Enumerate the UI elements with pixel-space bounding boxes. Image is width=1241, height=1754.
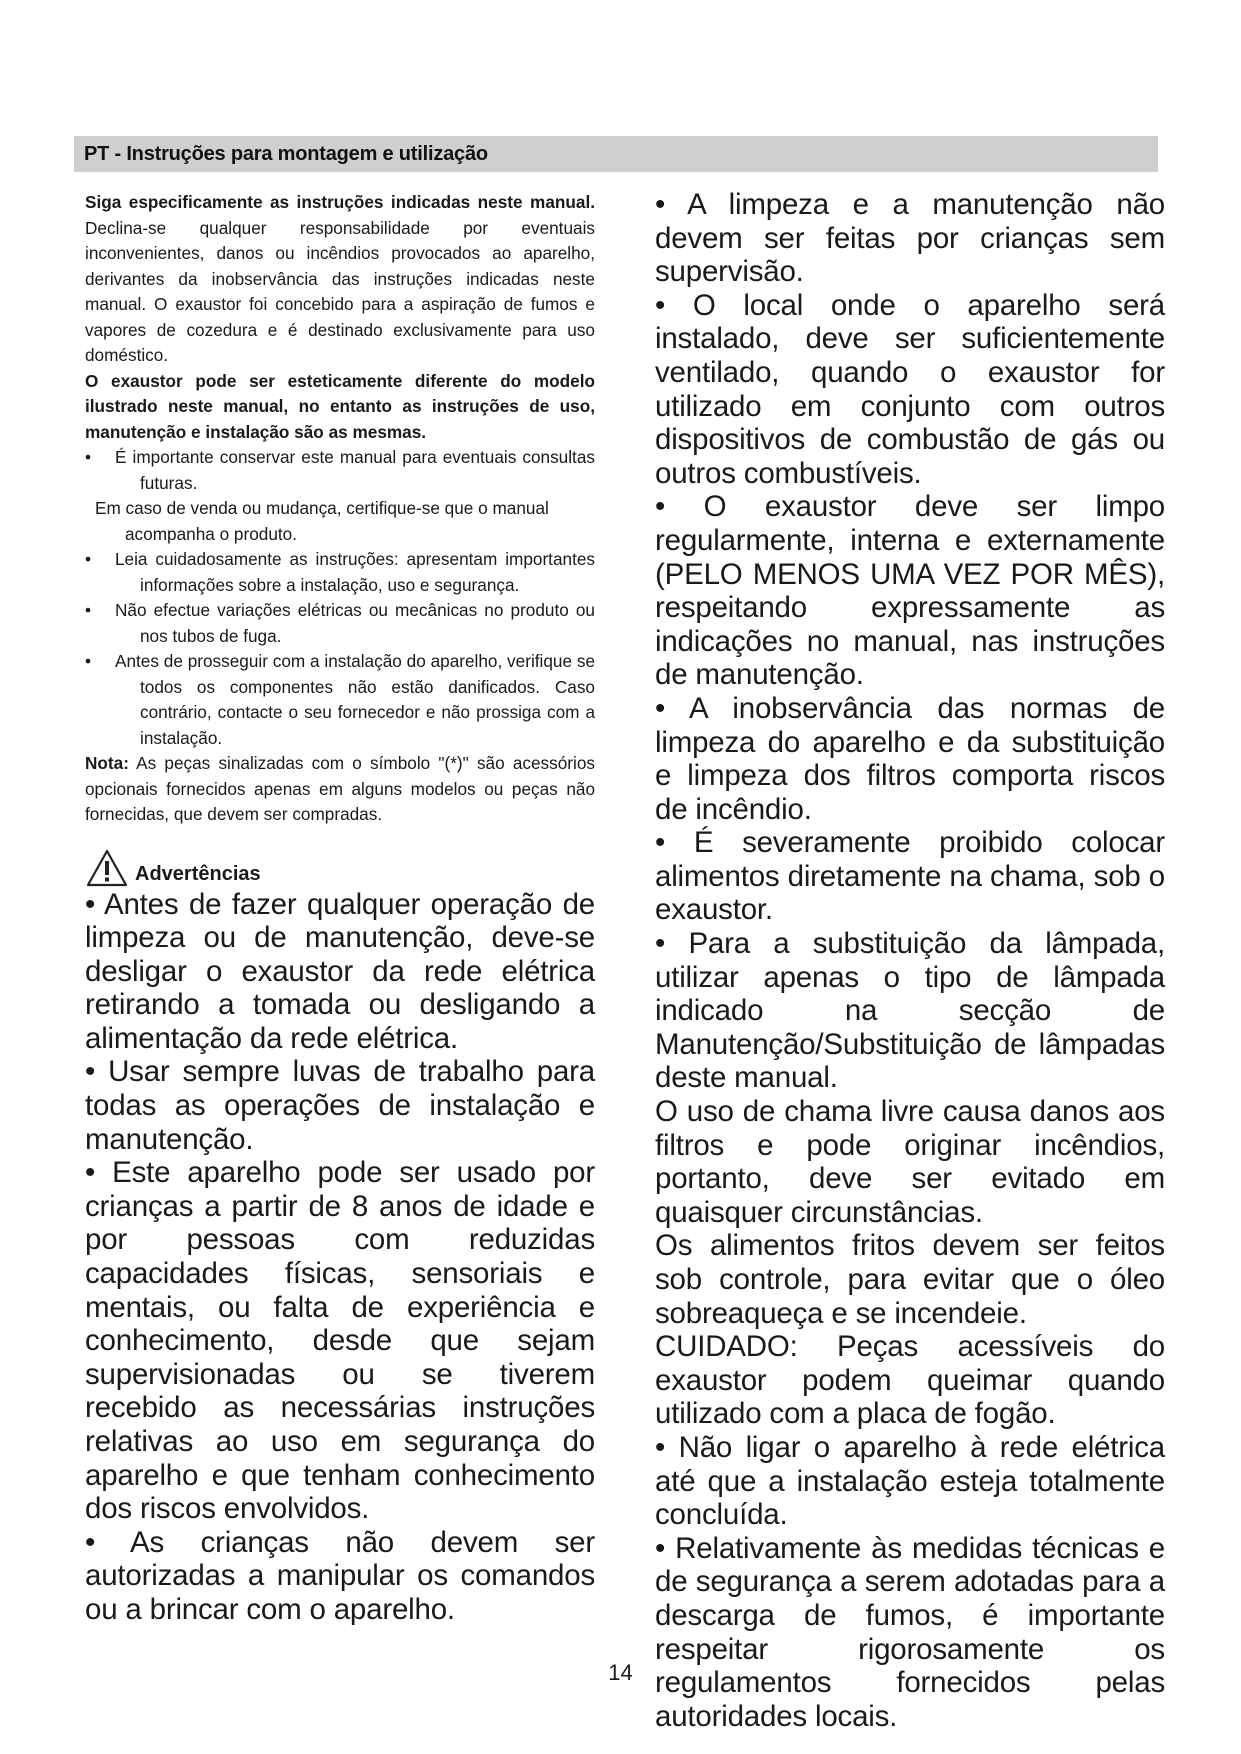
intro-paragraph [85, 190, 595, 369]
warning-item: CUIDADO: Peças acessíveis do exaustor podem queimar quando utilizado com a placa de fogão. [655, 1330, 1165, 1431]
warning-triangle-icon [85, 848, 129, 888]
page-number: 14 [608, 1660, 633, 1685]
warning-item: • Não ligar o aparelho à rede elétrica até que a instalação esteja totalmente concluída. [655, 1430, 1165, 1532]
warnings-heading [85, 848, 595, 888]
section-title: PT - Instruções para montagem e utilização [84, 143, 488, 165]
warning-item: • Para a substituição da lâmpada, utilizar apenas o tipo de lâmpada indicado na secção de Manutenção/Substituição de lâmpadas deste manual. [655, 927, 1165, 1095]
right-column [655, 188, 1165, 1733]
warning-item: • A limpeza e a manutenção não devem ser feitas por crianças sem supervisão. [655, 188, 1165, 289]
warning-item: • A inobservância das normas de limpeza do aparelho e da substituição e limpeza dos filtros comporta riscos de incêndio. [655, 691, 1165, 826]
small-bullet: • Antes de prosseguir com a instalação do aparelho, verifique se todos os componentes não estão danificados. Caso contrário, contacte o seu fornecedor e não prossiga com a instalação. [85, 651, 595, 748]
warning-item: • Este aparelho pode ser usado por crianças a partir de 8 anos de idade e por pessoas com reduzidas capacidades físicas, sensoriais e mentais, ou falta de experiência e conhecimento, desde que sejam supervisionadas ou se tiverem recebido as necessárias instruções relativas ao uso em segurança do aparelho e que tenham conhecimento dos riscos envolvidos. [85, 1156, 595, 1526]
small-bullet: • Leia cuidadosamente as instruções: apresentam importantes informações sobre a instalação, uso e segurança. [85, 549, 595, 595]
note-text: As peças sinalizadas com o símbolo "(*)" são acessórios opcionais fornecidos apenas em alguns modelos ou peças não fornecidas, que devem ser compradas. [85, 753, 595, 824]
intro-text: Declina-se qualquer responsabilidade por eventuais inconvenientes, danos ou incêndios provocados ao aparelho, derivantes da inobservância das instruções indicadas neste manual. O exaustor foi concebido para a aspiração de fumos e vapores de cozedura e é destinado exclusivamente para uso doméstico. [85, 217, 595, 365]
warning-item: O uso de chama livre causa danos aos filtros e pode originar incêndios, portanto, deve ser evitado em quaisquer circunstâncias. [655, 1095, 1165, 1229]
small-bullet: • Não efectue variações elétricas ou mecânicas no produto ou nos tubos de fuga. [85, 600, 595, 646]
warning-item: Os alimentos fritos devem ser feitos sob controle, para evitar que o óleo sobreaqueça e se incendeie. [655, 1229, 1165, 1330]
small-bullet: • É importante conservar este manual para eventuais consultas futuras. [85, 447, 595, 493]
warning-item: • O local onde o aparelho será instalado, deve ser suficientemente ventilado, quando o exaustor for utilizado em conjunto com outros dispositivos de combustão de gás ou outros combustíveis. [655, 288, 1165, 490]
warning-item: • Usar sempre luvas de trabalho para todas as operações de instalação e manutenção. [85, 1055, 595, 1156]
section-header-bar [74, 136, 1158, 172]
warning-item: • Relativamente às medidas técnicas e de segurança a serem adotadas para a descarga de fumos, é importante respeitar rigorosamente os regulamentos fornecidos pelas autoridades locais. [655, 1531, 1165, 1733]
warning-item: • As crianças não devem ser autorizadas a manipular os comandos ou a brincar com o aparelho. [85, 1525, 595, 1626]
intro-bold: Siga especificamente as instruções indicadas neste manual. [85, 192, 595, 212]
intro-bold-paragraph: O exaustor pode ser esteticamente diferente do modelo ilustrado neste manual, no entanto as instruções de uso, manutenção e instalação são as mesmas. [85, 370, 595, 442]
warning-item: • Antes de fazer qualquer operação de limpeza ou de manutenção, deve-se desligar o exaustor da rede elétrica retirando a tomada ou desligando a alimentação da rede elétrica. [85, 887, 595, 1055]
note-label: Nota: [85, 753, 129, 773]
note-paragraph [85, 751, 595, 828]
warning-item: • É severamente proibido colocar alimentos diretamente na chama, sob o exaustor. [655, 826, 1165, 927]
small-paragraph: Em caso de venda ou mudança, certifique-se que o manual acompanha o produto. [95, 498, 549, 544]
warning-item: • O exaustor deve ser limpo regularmente, interna e externamente (PELO MENOS UMA VEZ POR MÊS), respeitando expressamente as indicações no manual, nas instruções de manutenção. [655, 490, 1165, 692]
left-column [85, 190, 595, 1627]
warnings-title: Advertências [135, 862, 261, 885]
